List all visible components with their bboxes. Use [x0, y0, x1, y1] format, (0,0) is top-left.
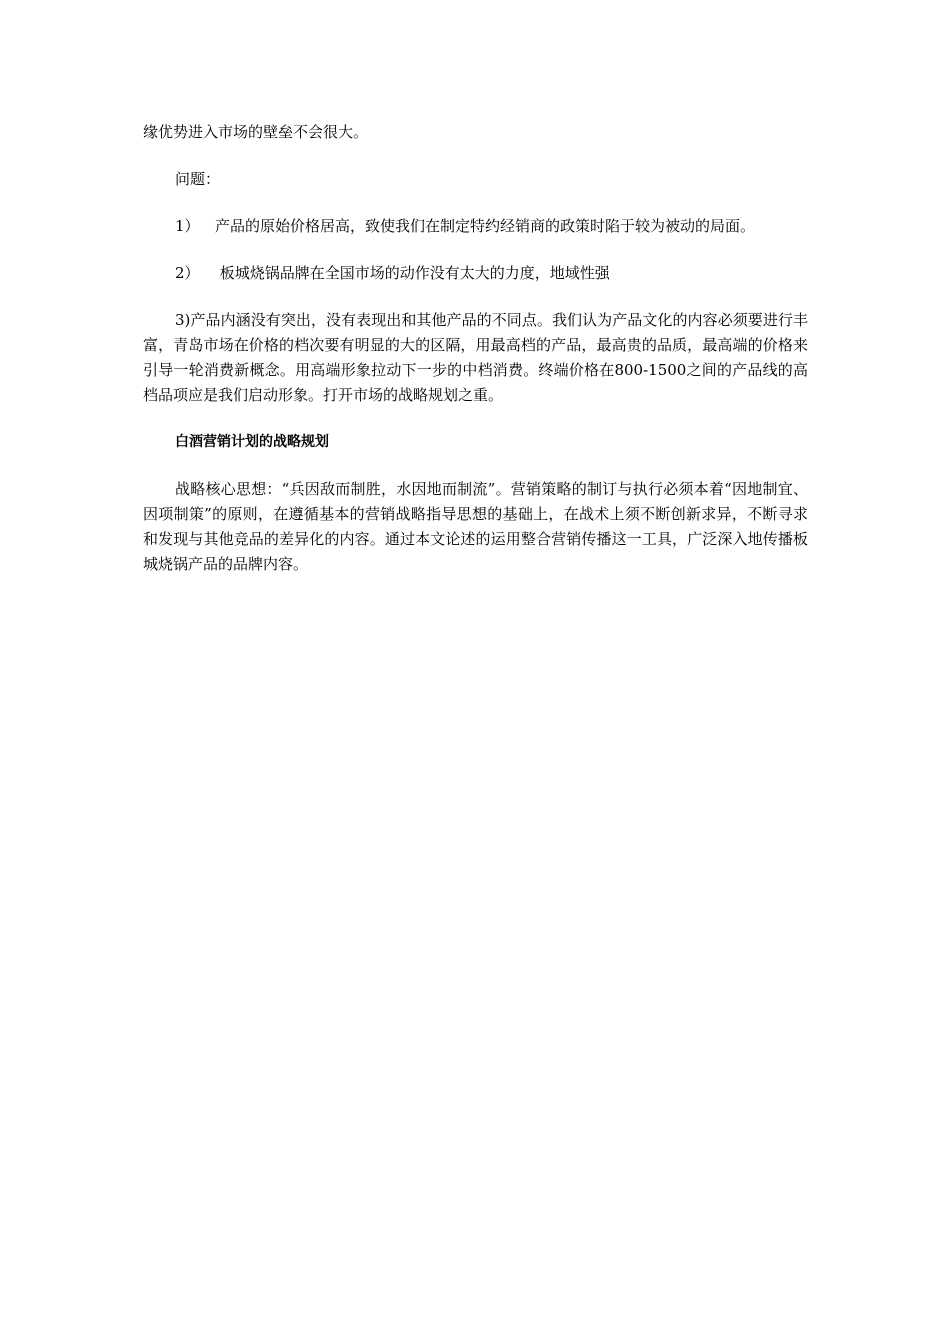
continuation-paragraph: 缘优势进入市场的壁垒不会很大。 [143, 123, 369, 141]
problem-item-2 [143, 261, 808, 286]
problem-item-1 [143, 214, 808, 239]
section-heading: 白酒营销计划的战略规划 [175, 434, 329, 450]
problem-3-paragraph: 3)产品内涵没有突出，没有表现出和其他产品的不同点。我们认为产品文化的内容必须要进行丰富，青岛市场在价格的档次要有明显的大的区隔，用最高档的产品，最高贵的品质，最高端的价格来引导一轮消费新概念。用高端形象拉动下一步的中档消费。终端价格在800-1500之间的产品线的高档品项应是我们启动形象。打开市场的战略规划之重。 [143, 311, 808, 404]
problem-number: 1） [175, 217, 200, 235]
strategy-paragraph: 战略核心思想：“兵因敌而制胜，水因地而制流”。营销策略的制订与执行必须本着“因地制宜、因项制策”的原则，在遵循基本的营销战略指导思想的基础上，在战术上须不断创新求异，不断寻求和发现与其他竞品的差异化的内容。通过本文论述的运用整合营销传播这一工具，广泛深入地传播板城烧锅产品的品牌内容。 [143, 480, 808, 573]
problem-text: 产品的原始价格居高，致使我们在制定特约经销商的政策时陷于较为被动的局面。 [215, 217, 756, 235]
document-page [143, 120, 808, 577]
problem-text: 板城烧锅品牌在全国市场的动作没有太大的力度，地域性强 [215, 264, 610, 282]
problem-number: 2） [175, 264, 200, 282]
problems-label: 问题： [175, 170, 221, 188]
